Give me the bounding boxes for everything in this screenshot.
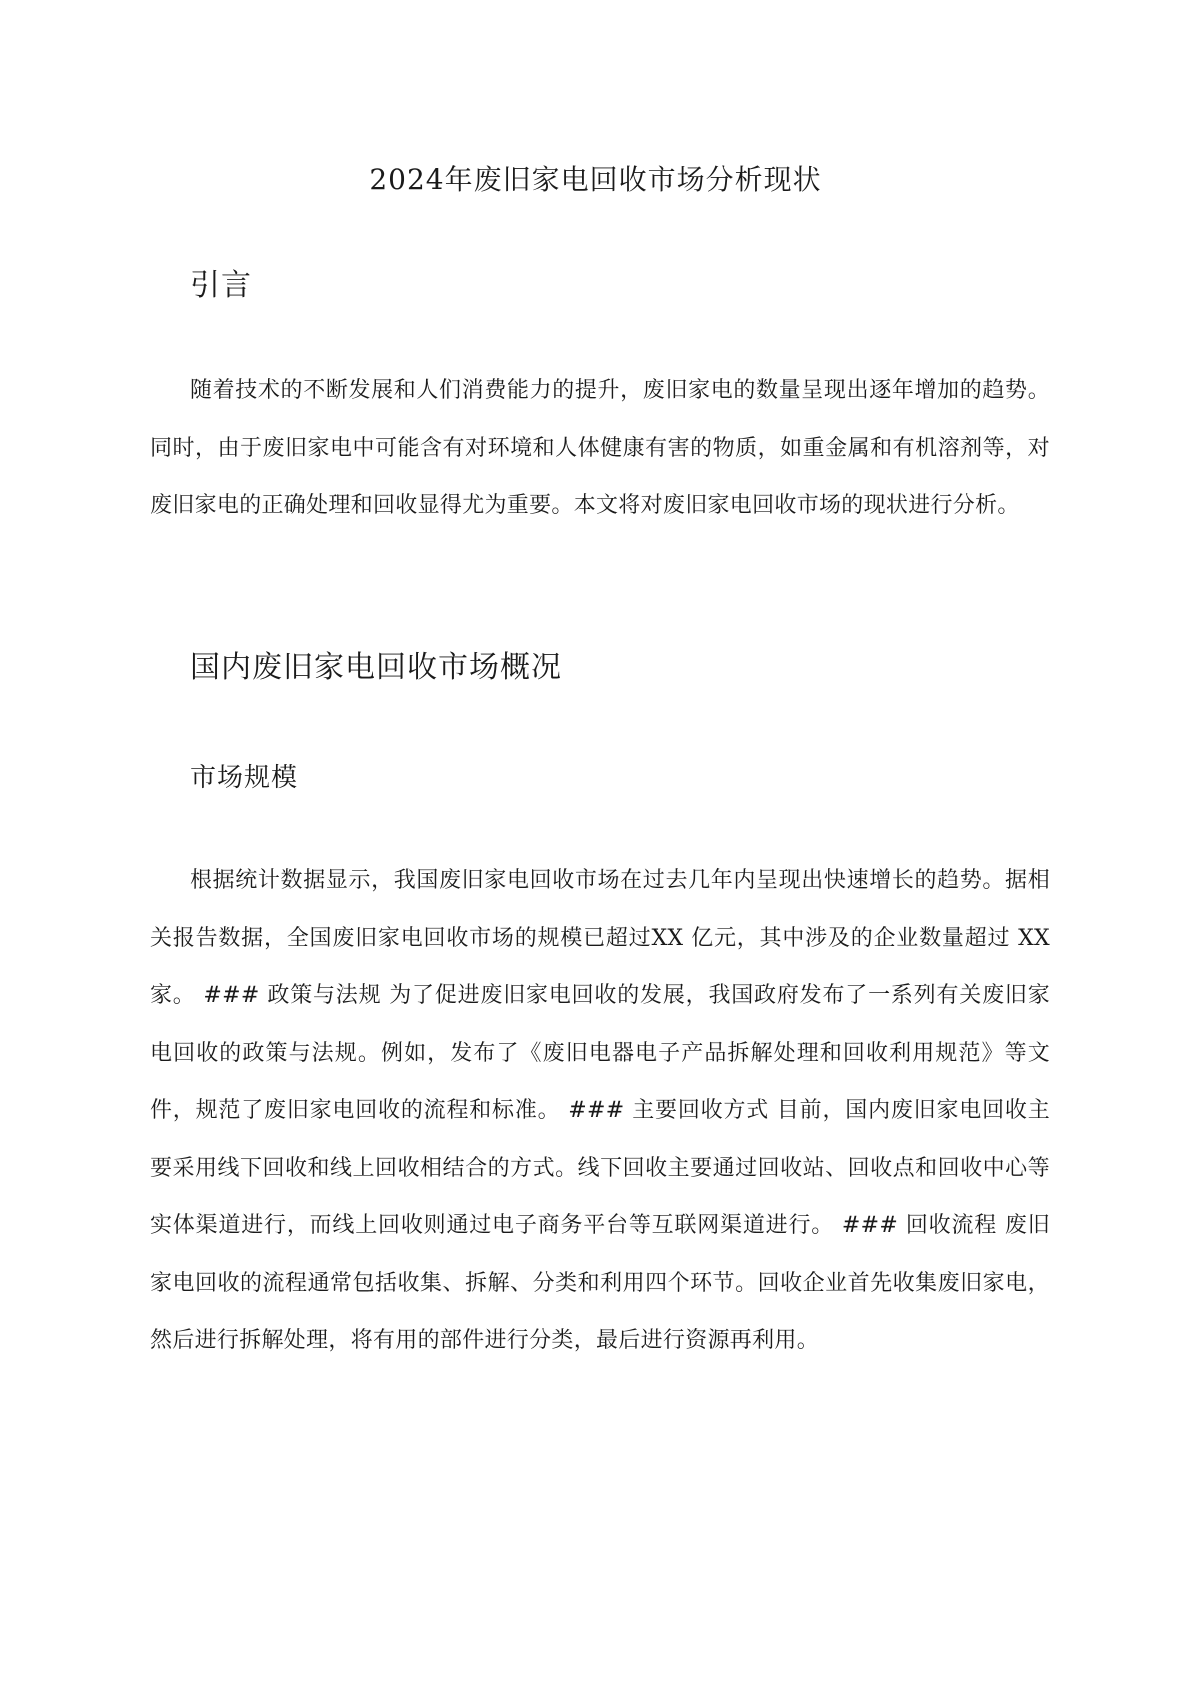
- market-scale-paragraph: 根据统计数据显示，我国废旧家电回收市场在过去几年内呈现出快速增长的趋势。据相关报告数据，全国废旧家电回收市场的规模已超过XX 亿元，其中涉及的企业数量超过 XX 家。 ### 政策与法规 为了促进废旧家电回收的发展，我国政府发布了一系列有关废旧家电回收的政策与法规。例如，发布了《废旧电器电子产品拆解处理和回收利用规范》等文件，规范了废旧家电回收的流程和标准。 ### 主要回收方式 目前，国内废旧家电回收主要采用线下回收和线上回收相结合的方式。线下回收主要通过回收站、回收点和回收中心等实体渠道进行，而线上回收则通过电子商务平台等互联网渠道进行。 ### 回收流程 废旧家电回收的流程通常包括收集、拆解、分类和利用四个环节。回收企业首先收集废旧家电，然后进行拆解处理，将有用的部件进行分类，最后进行资源再利用。: [150, 868, 1050, 1353]
- section-heading-intro: 引言: [190, 268, 252, 303]
- subsection-heading-market-scale: 市场规模: [190, 763, 299, 793]
- intro-paragraph: 随着技术的不断发展和人们消费能力的提升，废旧家电的数量呈现出逐年增加的趋势。同时，由于废旧家电中可能含有对环境和人体健康有害的物质，如重金属和有机溶剂等，对废旧家电的正确处理和回收显得尤为重要。本文将对废旧家电回收市场的现状进行分析。: [150, 378, 1050, 518]
- document-title: 2024年废旧家电回收市场分析现状: [369, 163, 822, 196]
- section-heading-overview: 国内废旧家电回收市场概况: [190, 650, 562, 685]
